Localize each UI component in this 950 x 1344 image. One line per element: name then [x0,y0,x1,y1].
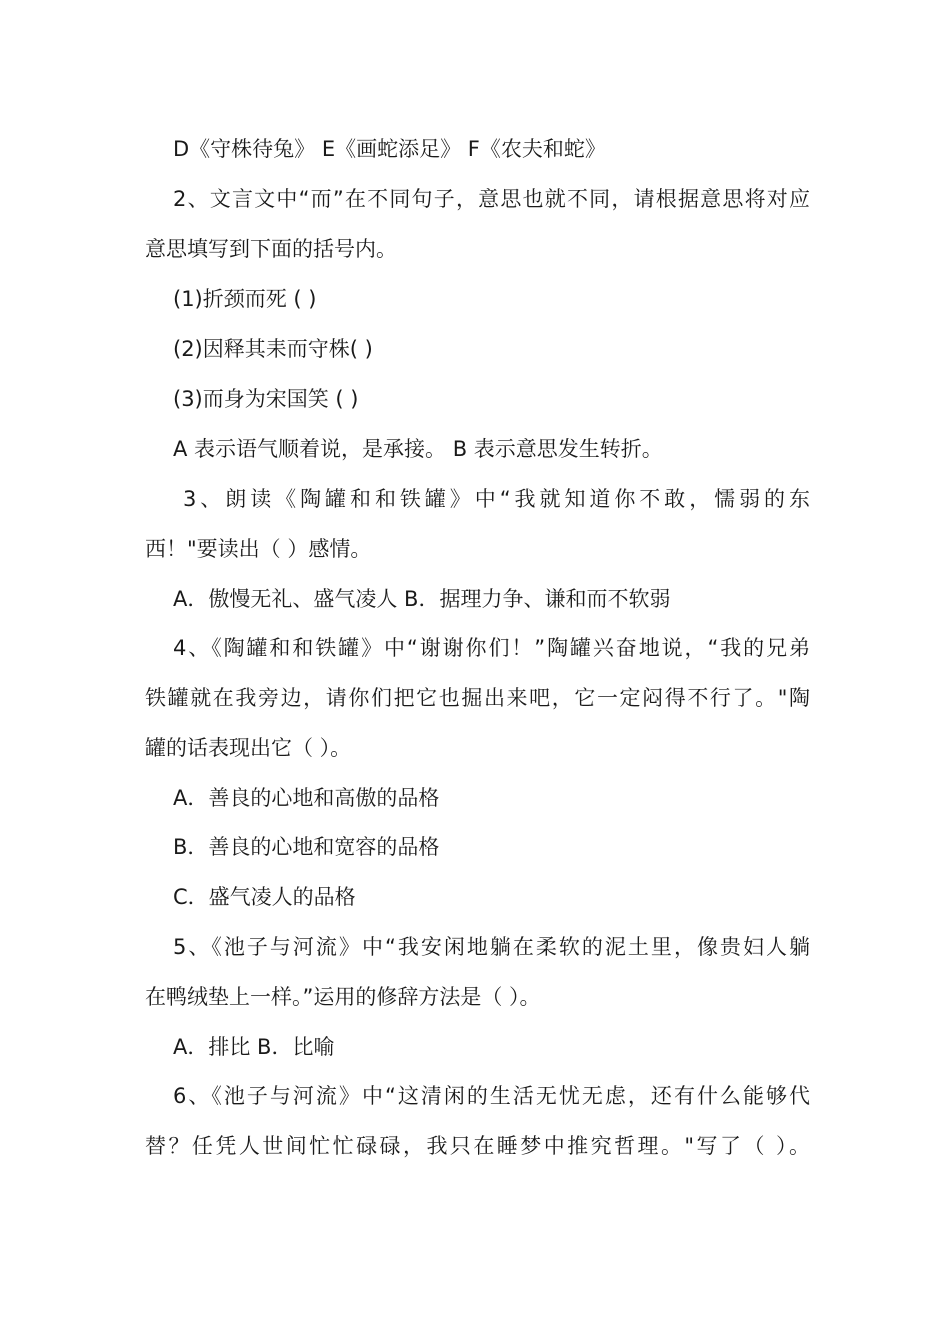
option-line-def: D《守株待兔》 E《画蛇添足》 F《农夫和蛇》 [173,137,606,161]
question-2-line-2: 意思填写到下面的括号内。 [145,237,397,261]
question-2-item-1: (1)折颈而死 ( ) [173,287,317,311]
question-4-line-1: 4、《陶罐和和铁罐》中“谢谢你们！”陶罐兴奋地说，“我的兄弟 [173,636,810,660]
question-3-line-1: 3、朗读《陶罐和和铁罐》中“我就知道你不敢，懦弱的东 [183,487,810,511]
question-2-options: A 表示语气顺着说，是承接。 B 表示意思发生转折。 [173,437,663,461]
question-3-line-2: 西！"要读出（ ）感情。 [145,537,372,561]
question-5-line-1: 5、《池子与河流》中“我安闲地躺在柔软的泥土里，像贵妇人躺 [173,935,810,959]
question-2-item-2: (2)因释其耒而守株( ) [173,337,373,361]
question-5-options: A．排比 B．比喻 [173,1035,335,1059]
question-6-line-2: 替？任凭人世间忙忙碌碌，我只在睡梦中推究哲理。"写了（ ）。 [145,1134,810,1158]
question-4-line-2: 铁罐就在我旁边，请你们把它也掘出来吧，它一定闷得不行了。"陶 [145,686,810,710]
question-2-line-1: 2、文言文中“而”在不同句子，意思也就不同，请根据意思将对应 [173,187,810,211]
question-5-line-2: 在鸭绒垫上一样。”运用的修辞方法是（ ）。 [145,985,541,1009]
question-4-option-a: A．善良的心地和高傲的品格 [173,786,440,810]
question-4-option-b: B．善良的心地和宽容的品格 [173,835,440,859]
question-3-options: A．傲慢无礼、盛气凌人 B．据理力争、谦和而不软弱 [173,587,671,611]
question-4-option-c: C．盛气凌人的品格 [173,885,356,909]
question-2-item-3: (3)而身为宋国笑 ( ) [173,387,359,411]
question-6-line-1: 6、《池子与河流》中“这清闲的生活无忧无虑，还有什么能够代 [173,1084,810,1108]
question-4-line-3: 罐的话表现出它（ ）。 [145,736,352,760]
